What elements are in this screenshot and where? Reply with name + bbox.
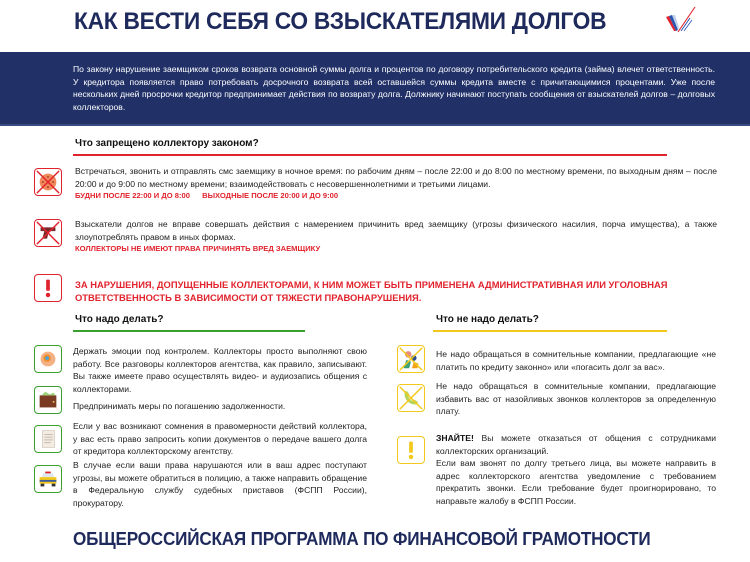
title-row: [0, 0, 750, 44]
checkmark-flag-logo-icon: [664, 5, 698, 35]
do-heading: Что надо делать?: [75, 314, 164, 325]
know-text: Вы можете отказаться от общения с сотрудниками коллекторских организаций.: [436, 433, 716, 456]
third-party-paragraph: Если вам звонят по долгу третьего лица, вы можете направить в адрес коллекторского агентства уведомление с требованием прекратить звонки. Если требование будет проигнорировано, то направьте жалобу в ФСПП России.: [436, 458, 716, 506]
no-gun-icon: [34, 219, 62, 247]
forbidden-heading: Что запрещено коллектору законом?: [75, 138, 259, 149]
dont-heading: Что не надо делать?: [436, 314, 539, 325]
do-item-1: Держать эмоции под контролем. Коллекторы просто выполняют свою работу. Все разговоры коллекторов агентства, как правило, записывают. Вы также имеете право осуществлять видео- и аудиозапись общения с коллекторами.: [73, 346, 367, 394]
police-car-icon: [34, 465, 62, 493]
forbidden-item-2: [75, 218, 717, 256]
forbidden-item-1-text: Встречаться, звонить и отправлять смс заемщику в ночное время: по рабочим дням – после 22:00 и до 8:00 по местному времени, по выходным дням – после 20:00 и до 9:00 по местному времени; взаимодействовать с несовершеннолетними и третьими лицами.: [75, 166, 717, 189]
forbidden-item-2-notes: [75, 243, 717, 256]
dont-item-1: Не надо обращаться в сомнительные компании, предлагающие «не платить по кредиту законно» или «погасить долг за вас».: [436, 349, 716, 372]
intro-banner: [0, 52, 750, 126]
document-icon: [34, 425, 62, 453]
know-label: ЗНАЙТЕ!: [436, 433, 474, 443]
no-people-icon: [397, 345, 425, 373]
do-item-2: Предпринимать меры по погашению задолженности.: [73, 401, 286, 411]
weekday-note: БУДНИ ПОСЛЕ 22:00 И ДО 8:00: [75, 191, 190, 201]
no-night-clock-icon: [34, 168, 62, 196]
forbidden-item-1: [75, 165, 717, 203]
no-phone-icon: [397, 384, 425, 412]
do-item-3: Если у вас возникают сомнения в правомерности действий коллектора, у вас есть право запросить копии документов о передаче вашего долга от кредитора коллекторскому агентству.: [73, 421, 367, 457]
footer-program-title: ОБЩЕРОССИЙСКАЯ ПРОГРАММА ПО ФИНАНСОВОЙ ГРАМОТНОСТИ: [73, 528, 651, 549]
dont-divider: [433, 330, 667, 332]
dont-item-3: [436, 432, 716, 508]
do-item-4: В случае если ваши права нарушаются или в ваш адрес поступают угрозы, вы можете обратиться в полицию, а также направить обращение в Федеральную службу судебных приставов (ФСПП России), прокуратору.: [73, 460, 367, 508]
exclamation-icon: [34, 274, 62, 302]
forbidden-item-1-notes: [75, 190, 717, 203]
head-emotions-icon: [34, 345, 62, 373]
exclamation-icon: [397, 436, 425, 464]
wallet-icon: [34, 386, 62, 414]
harm-note: КОЛЛЕКТОРЫ НЕ ИМЕЮТ ПРАВА ПРИЧИНЯТЬ ВРЕД ЗАЕМЩИКУ: [75, 244, 321, 254]
know-paragraph: [436, 432, 716, 457]
do-divider: [73, 330, 305, 332]
page-title: КАК ВЕСТИ СЕБЯ СО ВЗЫСКАТЕЛЯМИ ДОЛГОВ: [74, 8, 607, 35]
weekend-note: ВЫХОДНЫЕ ПОСЛЕ 20:00 И ДО 9:00: [202, 191, 339, 201]
forbidden-item-2-text: Взыскатели долгов не вправе совершать действия с намерением причинить вред заемщику (угрозы физического насилия, порча имущества), а также злоупотреблять правом в иных формах.: [75, 219, 717, 242]
intro-text: По закону нарушение заемщиком сроков возврата основной суммы долга и процентов по договору потребительского кредита (займа) влечет ответственность. У кредитора появляется право потребовать досрочного возврата всей оставшейся суммы кредита вместе с причитающимися процентами. Уже после нескольких дней просрочки кредитор предпринимает действия по возврату долга. Должнику начинают поступать сообщения от взыскателей долгов – долговых коллекторов.: [73, 64, 715, 112]
forbidden-divider: [73, 154, 667, 156]
dont-item-2: Не надо обращаться в сомнительные компании, предлагающие избавить вас от назойливых звонков коллекторов за определенную плату.: [436, 381, 716, 417]
liability-warning: ЗА НАРУШЕНИЯ, ДОПУЩЕННЫЕ КОЛЛЕКТОРАМИ, К НИМ МОЖЕТ БЫТЬ ПРИМЕНЕНА АДМИНИСТРАТИВНАЯ ИЛИ УГОЛОВНАЯ ОТВЕТСТВЕННОСТЬ В ЗАВИСИМОСТИ ОТ ТЯЖЕСТИ ПРАВОНАРУШЕНИЯ.: [75, 279, 668, 304]
